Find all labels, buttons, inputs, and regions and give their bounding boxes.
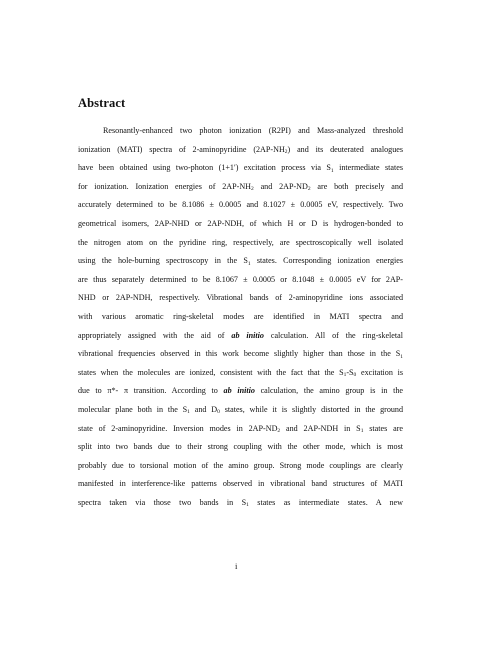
abstract-line: due to π*- π transition. According to ab initio calculation, the amino group is in the [78,386,403,396]
abstract-line: with various aromatic ring-skeletal modes are identified in MATI spectra and [78,311,403,321]
abstract-line: appropriately assigned with the aid of ab initio calculation. All of the ring-skeletal [78,330,403,340]
subscript: 0 [217,409,220,416]
emphasized-term: ab initio [223,386,255,396]
abstract-line: vibrational frequencies observed in this work become slightly higher than those in the $S_1$ [78,349,403,360]
subscript: 2 [307,186,311,193]
page-number: i [235,561,238,571]
abstract-line: using the hole-burning spectroscopy in the $S_1$ states. Corresponding ionization energies [78,256,403,267]
subscript: 1 [247,260,251,267]
subscript: 0 [353,372,357,379]
abstract-line: split into two bands due to their strong coupling with the other mode, which is most [78,442,403,452]
abstract-line: molecular plane both in the $S_1$ and $D_0$ states, while it is slightly distorted in the ground [78,404,404,416]
abstract-line: geometrical isomers, 2AP-NHD or 2AP-NDH, of which H or D is hydrogen-bonded to [78,218,403,228]
subscript: 1 [360,428,364,434]
abstract-line: for ionization. Ionization energies of $2AP-NH_2$ and $2AP-ND_2$ are both precisely and [78,181,403,193]
abstract-line: Resonantly-enhanced two photon ionization (R2PI) and Mass-analyzed threshold [103,126,403,135]
subscript: 2 [277,428,281,434]
abstract-line: ionization (MATI) spectra of 2-aminopyridine $(2AP-NH_2)$ and its deuterated analogues [78,144,403,156]
abstract-line: have been obtained using two-photon (1+1′) excitation process via $S_1$ intermediate states [78,163,404,174]
subscript: 1 [330,167,334,174]
abstract-line: states when the molecules are ionized, consistent with the fact that the $S_1-S_0$ excitation is [78,367,403,379]
abstract-line: NHD or 2AP-NDH, respectively. Vibrational bands of 2-aminopyridine ions associated [78,293,403,303]
subscript: 1 [400,353,403,360]
subscript: 1 [246,502,249,509]
abstract-line: are thus separately determined to be 8.1067 ± 0.0005 or 8.1048 ± 0.0005 eV for 2AP- [78,274,403,284]
subscript: 1 [343,372,347,379]
subscript: 2 [284,149,288,156]
abstract-heading: Abstract [78,96,126,110]
abstract-line: state of 2-aminopyridine. Inversion modes in $2AP-ND_2$ and 2AP-NDH in $S_1$ states are [78,423,403,434]
abstract-body [78,122,403,512]
subscript: 1 [187,409,190,416]
abstract-line: spectra taken via those two bands in $S_1$ states as intermediate states. A new [78,497,403,509]
abstract-line: manifested in interference-like patterns observed in vibrational band structures of MATI [78,479,403,489]
abstract-line: accurately determined to be 8.1086 ± 0.0005 and 8.1027 ± 0.0005 eV, respectively. Two [78,200,403,210]
abstract-line: the nitrogen atom on the pyridine ring, respectively, are spectroscopically well isolated [78,237,403,247]
emphasized-term: ab initio [231,330,264,340]
subscript: 2 [251,186,254,193]
abstract-line: probably due to torsional motion of the amino group. Strong mode couplings are clearly [78,460,403,470]
